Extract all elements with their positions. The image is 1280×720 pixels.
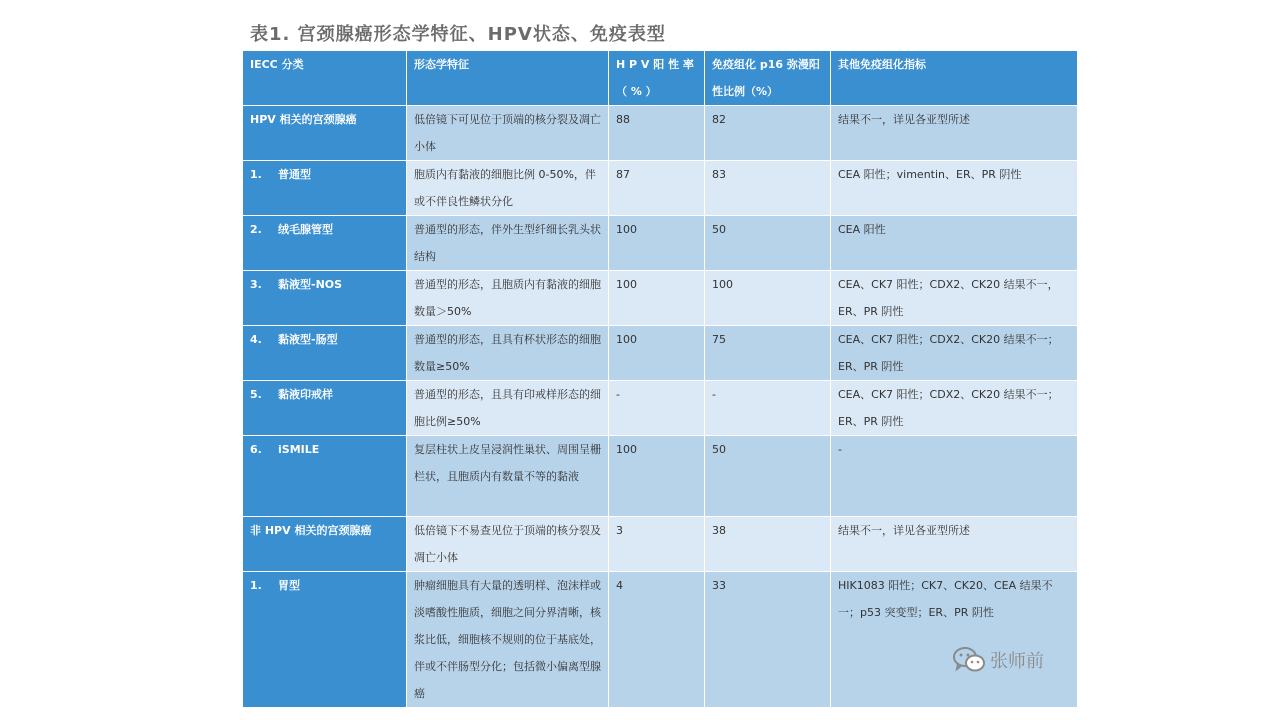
- table-row: [243, 216, 1078, 271]
- table-row: [243, 572, 1078, 708]
- other-ihc-cell: CEA 阳性: [831, 216, 1078, 271]
- other-ihc-cell: CEA、CK7 阳性；CDX2、CK20 结果不一；ER、PR 阴性: [831, 326, 1078, 381]
- row-name: 黏液印戒样: [278, 388, 333, 401]
- row-name: 非 HPV 相关的宫颈腺癌: [250, 524, 372, 537]
- header-other-ihc: 其他免疫组化指标: [831, 51, 1078, 106]
- header-morphology: 形态学特征: [407, 51, 609, 106]
- p16-cell: 38: [705, 517, 831, 572]
- other-ihc-cell: 结果不一，详见各亚型所述: [831, 517, 1078, 572]
- header-hpv-rate: H P V 阳 性 率 （ % ）: [609, 51, 705, 106]
- row-label: [243, 517, 407, 572]
- row-label: [243, 381, 407, 436]
- hpv-rate-cell: 100: [609, 216, 705, 271]
- other-ihc-cell: CEA、CK7 阳性；CDX2、CK20 结果不一，ER、PR 阴性: [831, 271, 1078, 326]
- table-row: [243, 381, 1078, 436]
- other-ihc-cell: CEA 阳性；vimentin、ER、PR 阴性: [831, 161, 1078, 216]
- other-ihc-cell: HIK1083 阳性；CK7、CK20、CEA 结果不一；p53 突变型；ER、PR 阴性: [831, 572, 1078, 708]
- other-ihc-cell: -: [831, 436, 1078, 517]
- hpv-rate-cell: 100: [609, 271, 705, 326]
- row-label: [243, 436, 407, 517]
- header-p16: 免疫组化 p16 弥漫阳性比例（%）: [705, 51, 831, 106]
- p16-cell: 100: [705, 271, 831, 326]
- hpv-rate-cell: 3: [609, 517, 705, 572]
- row-name: 绒毛腺管型: [278, 223, 333, 236]
- row-label: [243, 326, 407, 381]
- row-name: HPV 相关的宫颈腺癌: [250, 113, 357, 126]
- hpv-rate-cell: 100: [609, 436, 705, 517]
- table-row: [243, 161, 1078, 216]
- row-label: [243, 106, 407, 161]
- morphology-cell: 普通型的形态，且具有印戒样形态的细胞比例≥50%: [407, 381, 609, 436]
- data-table: [242, 50, 1078, 708]
- page-title: 表1. 宫颈腺癌形态学特征、HPV状态、免疫表型: [250, 24, 666, 45]
- wechat-icon: [952, 646, 986, 674]
- row-label: [243, 216, 407, 271]
- row-name: 普通型: [278, 168, 311, 181]
- row-name: 黏液型-肠型: [278, 333, 338, 346]
- p16-cell: 33: [705, 572, 831, 708]
- morphology-cell: 低倍镜下可见位于顶端的核分裂及凋亡小体: [407, 106, 609, 161]
- row-name: 胃型: [278, 579, 300, 592]
- other-ihc-cell: 结果不一，详见各亚型所述: [831, 106, 1078, 161]
- header-iecc: IECC 分类: [243, 51, 407, 106]
- p16-cell: 50: [705, 216, 831, 271]
- table-row: [243, 106, 1078, 161]
- p16-cell: 82: [705, 106, 831, 161]
- row-number: 3.: [250, 278, 262, 291]
- table-row: [243, 271, 1078, 326]
- watermark: [952, 646, 1044, 674]
- table-row: [243, 517, 1078, 572]
- hpv-rate-cell: 100: [609, 326, 705, 381]
- morphology-cell: 普通型的形态，且具有杯状形态的细胞数量≥50%: [407, 326, 609, 381]
- row-number: 5.: [250, 388, 262, 401]
- watermark-text: 张师前: [990, 651, 1044, 672]
- p16-cell: 75: [705, 326, 831, 381]
- hpv-rate-cell: 87: [609, 161, 705, 216]
- hpv-rate-cell: 4: [609, 572, 705, 708]
- row-number: 1.: [250, 168, 262, 181]
- row-number: 2.: [250, 223, 262, 236]
- morphology-cell: 复层柱状上皮呈浸润性巢状、周围呈栅栏状，且胞质内有数量不等的黏液: [407, 436, 609, 517]
- table-row: [243, 436, 1078, 517]
- morphology-cell: 低倍镜下不易查见位于顶端的核分裂及凋亡小体: [407, 517, 609, 572]
- row-name: 黏液型-NOS: [278, 278, 343, 291]
- p16-cell: 83: [705, 161, 831, 216]
- hpv-rate-cell: -: [609, 381, 705, 436]
- row-name: iSMILE: [278, 443, 320, 456]
- row-label: [243, 161, 407, 216]
- other-ihc-cell: CEA、CK7 阳性；CDX2、CK20 结果不一；ER、PR 阴性: [831, 381, 1078, 436]
- morphology-cell: 普通型的形态，且胞质内有黏液的细胞数量＞50%: [407, 271, 609, 326]
- row-label: [243, 572, 407, 708]
- row-number: 4.: [250, 333, 262, 346]
- row-number: 1.: [250, 579, 262, 592]
- hpv-rate-cell: 88: [609, 106, 705, 161]
- p16-cell: 50: [705, 436, 831, 517]
- row-label: [243, 271, 407, 326]
- row-number: 6.: [250, 443, 262, 456]
- table-row: [243, 326, 1078, 381]
- morphology-cell: 胞质内有黏液的细胞比例 0-50%，伴或不伴良性鳞状分化: [407, 161, 609, 216]
- morphology-cell: 肿瘤细胞具有大量的透明样、泡沫样或淡嗜酸性胞质，细胞之间分界清晰，核浆比低，细胞核不规则的位于基底处，伴或不伴肠型分化；包括微小偏离型腺癌: [407, 572, 609, 708]
- p16-cell: -: [705, 381, 831, 436]
- morphology-cell: 普通型的形态，伴外生型纤细长乳头状结构: [407, 216, 609, 271]
- table-header-row: [243, 51, 1078, 106]
